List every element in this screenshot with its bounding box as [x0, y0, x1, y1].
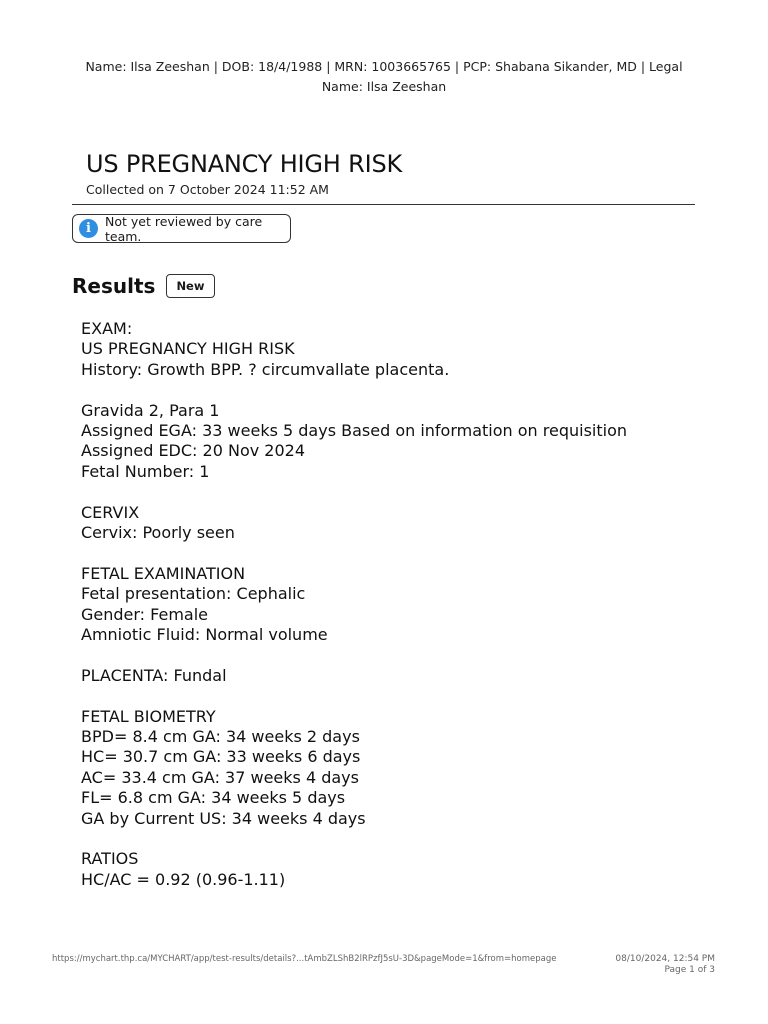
header-divider [72, 204, 695, 205]
report-line: RATIOS [81, 849, 139, 869]
review-status-notice [72, 214, 291, 243]
report-line: Amniotic Fluid: Normal volume [81, 625, 328, 645]
report-blank-line [81, 686, 701, 706]
report-line: History: Growth BPP. ? circumvallate placenta. [81, 359, 450, 379]
page-number: Page 1 of 3 [664, 965, 715, 975]
print-datetime: 08/10/2024, 12:54 PM [615, 954, 715, 964]
results-header [72, 274, 215, 298]
report-line: Fetal presentation: Cephalic [81, 584, 306, 604]
report-line: Gravida 2, Para 1 [81, 400, 220, 420]
report-line: GA by Current US: 34 weeks 4 days [81, 808, 366, 828]
report-line: PLACENTA: Fundal [81, 665, 227, 685]
report-line: Cervix: Poorly seen [81, 523, 235, 543]
report-line: FETAL EXAMINATION [81, 563, 246, 583]
report-text [81, 319, 701, 890]
report-line: HC= 30.7 cm GA: 33 weeks 6 days [81, 747, 361, 767]
report-line: Assigned EGA: 33 weeks 5 days Based on information on requisition [81, 421, 628, 441]
report-line: FETAL BIOMETRY [81, 706, 216, 726]
report-line: Gender: Female [81, 604, 209, 624]
report-line: CERVIX [81, 502, 140, 522]
report-line: EXAM: [81, 319, 133, 338]
report-line: Assigned EDC: 20 Nov 2024 [81, 441, 305, 461]
footer-meta [615, 954, 715, 976]
report-blank-line [81, 645, 701, 665]
new-badge: New [166, 274, 214, 298]
title-block [86, 148, 402, 197]
footer-url: https://mychart.thp.ca/MYCHART/app/test-results/details?...tAmbZLShB2lRPzfJ5sU-3D&pageMode=1&from=homepage [52, 954, 557, 964]
report-line: FL= 6.8 cm GA: 34 weeks 5 days [81, 788, 346, 808]
report-line: BPD= 8.4 cm GA: 34 weeks 2 days [81, 727, 360, 747]
report-line: HC/AC = 0.92 (0.96-1.11) [81, 869, 286, 889]
report-blank-line [81, 829, 701, 849]
review-status-text: Not yet reviewed by care team. [105, 213, 263, 244]
page-title: US PREGNANCY HIGH RISK [86, 150, 403, 178]
report-line: Fetal Number: 1 [81, 461, 210, 481]
report-line: AC= 33.4 cm GA: 37 weeks 4 days [81, 767, 359, 787]
report-line: US PREGNANCY HIGH RISK [81, 339, 295, 359]
report-blank-line [81, 543, 701, 563]
info-icon: i [79, 219, 98, 238]
patient-header: Name: Ilsa Zeeshan | DOB: 18/4/1988 | MRN: 1003665765 | PCP: Shabana Sikander, MD | Legal Name: Ilsa Zeeshan [85, 59, 683, 94]
report-blank-line [81, 380, 701, 400]
results-heading: Results [72, 274, 156, 298]
collected-date: Collected on 7 October 2024 11:52 AM [86, 182, 329, 197]
report-blank-line [81, 482, 701, 502]
